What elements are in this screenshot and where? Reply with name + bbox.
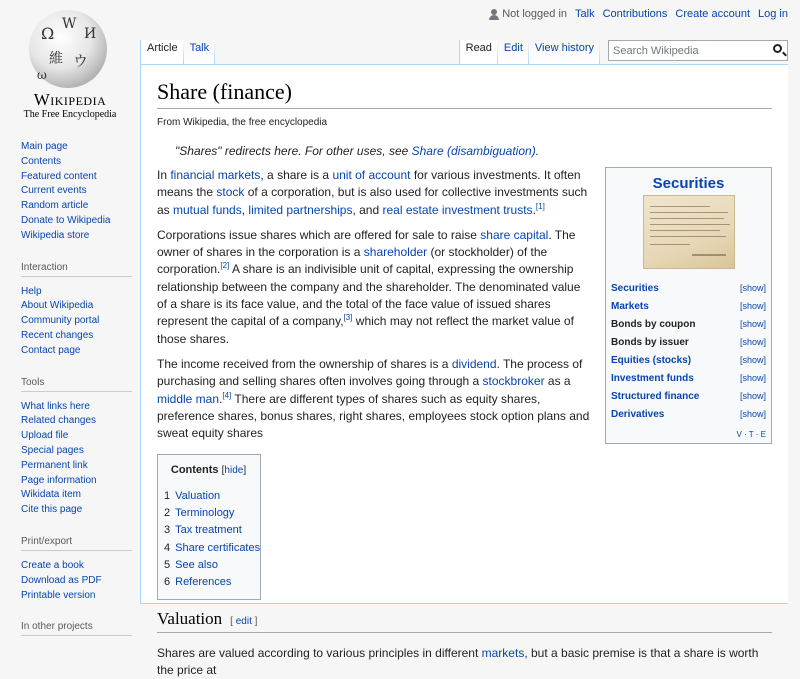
infobox-row-label[interactable]: Investment funds (611, 372, 694, 384)
infobox-row (609, 279, 768, 297)
sidebar-interaction-link[interactable]: Community portal (21, 315, 100, 327)
hatnote-link[interactable]: Share (disambiguation) (411, 144, 536, 158)
toc-number: 3 (164, 524, 171, 537)
tab-article[interactable] (141, 40, 184, 65)
infobox-show-toggle[interactable]: [show] (739, 319, 766, 329)
sidebar-print-item (21, 574, 140, 589)
toc-heading: Contents (170, 464, 219, 477)
sidebar-tools (0, 377, 140, 518)
sidebar-navigation (0, 140, 140, 244)
infobox-row (609, 405, 768, 423)
sidebar-interaction-item (21, 285, 140, 300)
sidebar-interaction-link[interactable]: Contact page (21, 344, 81, 356)
link-stockbroker[interactable]: stockbroker (482, 374, 545, 389)
tab-view-history-label: View history (534, 42, 594, 54)
toc-link[interactable]: References (175, 576, 232, 589)
edit-section-link[interactable]: edit (235, 615, 252, 627)
sidebar-interaction-item (21, 314, 140, 329)
sidebar-interaction (0, 262, 140, 359)
valuation-heading (157, 610, 772, 633)
tab-edit[interactable] (498, 40, 529, 65)
securities-infobox (605, 167, 772, 444)
link-stock[interactable]: stock (216, 185, 245, 200)
site-sub: From Wikipedia, the free encyclopedia (157, 117, 328, 128)
sidebar-tools-item (21, 503, 140, 518)
paragraph-4: Shares are valued according to various principles in different markets, but a basic premise is that a share is worth the price at (157, 645, 759, 678)
sidebar-interaction-item (21, 329, 140, 344)
sidebar-tools-link[interactable]: Upload file (21, 430, 69, 442)
toc-hide-toggle[interactable]: hide (224, 465, 244, 477)
sidebar-tools-link[interactable]: Related changes (21, 415, 97, 427)
ref-3[interactable]: [3] (343, 313, 353, 323)
link-middle-man[interactable]: middle man (157, 391, 220, 406)
infobox-row-label: Bonds by coupon (611, 318, 696, 330)
hatnote (157, 144, 772, 158)
tab-view-history[interactable] (529, 40, 600, 65)
toc-number: 2 (164, 507, 171, 520)
sidebar-tools-link[interactable]: Page information (21, 474, 97, 486)
sidebar-nav-link[interactable]: Random article (21, 200, 89, 212)
toc-item[interactable] (164, 488, 253, 505)
sidebar-tools-item (21, 459, 140, 474)
personal-tools (489, 8, 788, 20)
sidebar-nav-item (21, 155, 140, 170)
share-certificate-image[interactable] (643, 195, 735, 269)
paragraph-2: Corporations issue shares which are offered for sale to raise share capital. The owner of shares in the corporation is a shareholder (or stockholder) of the corporation.[2] A share is an indivisible unit of capital, expressing the ownership relationship between the company and the shareholder. The denominated value of a share is its face value, and the total of the face value of issued shares represent the capital of a company,[3] which may not reflect the market value of those shares. (157, 227, 581, 346)
table-of-contents (157, 454, 261, 599)
toc-number: 5 (164, 558, 171, 571)
sidebar-interaction-link[interactable]: About Wikipedia (21, 300, 94, 312)
toc-number: 6 (164, 576, 171, 589)
infobox-row-label: Bonds by issuer (611, 336, 689, 348)
infobox-show-cell (729, 297, 768, 315)
sidebar-interaction-link[interactable]: Help (21, 285, 42, 297)
not-logged-in (489, 8, 567, 20)
link-share-capital[interactable]: share capital (480, 227, 549, 242)
infobox-row-label[interactable]: Structured finance (611, 390, 700, 402)
sidebar-nav-link[interactable]: Contents (21, 155, 62, 167)
sidebar-nav-item (21, 199, 140, 214)
sidebar-print-item (21, 559, 140, 574)
sidebar-tools-link[interactable]: What links here (21, 400, 90, 412)
infobox-table (609, 279, 768, 423)
infobox-show-toggle[interactable]: [show] (739, 283, 766, 293)
hatnote-end: . (535, 144, 540, 158)
toc-item[interactable] (164, 540, 261, 557)
search-box (608, 40, 788, 61)
toc-link[interactable]: Tax treatment (175, 524, 242, 537)
sidebar-print-link[interactable]: Printable version (21, 589, 96, 601)
link-shareholder[interactable]: shareholder (363, 245, 428, 260)
infobox-show-cell (729, 351, 768, 369)
infobox-show-cell (729, 315, 768, 333)
toc-link[interactable]: Terminology (175, 507, 235, 520)
sidebar-nav-item (21, 229, 140, 244)
page-title: Share (finance) (157, 79, 772, 109)
infobox-row (609, 387, 768, 405)
ref-2[interactable]: [2] (220, 261, 230, 271)
infobox-show-cell (729, 333, 768, 351)
sidebar-nav-item (21, 184, 140, 199)
infobox-show-cell (729, 369, 768, 387)
ref-1[interactable]: [1] (535, 201, 545, 211)
sidebar-nav-item (21, 170, 140, 185)
paragraph-1: In financial markets, a share is a unit of account for various investments. It often means the stock of a corporation, but is also used for collective investments such as mutual funds, limited partnerships, and real estate investment trusts.[1] (157, 168, 588, 217)
sidebar-nav-item (21, 214, 140, 229)
vte-talk[interactable]: T (748, 430, 754, 439)
sidebar-tools-item (21, 444, 140, 459)
infobox-title[interactable]: Securities (652, 175, 725, 192)
infobox-row-label[interactable]: Markets (611, 300, 649, 312)
sidebar-tools-item (21, 474, 140, 489)
sidebar-tools-link[interactable]: Special pages (21, 444, 84, 456)
link-financial-markets[interactable]: financial markets (170, 168, 261, 182)
link-reit[interactable]: real estate investment trusts (382, 202, 533, 217)
sidebar-interaction-heading: Interaction (21, 262, 132, 277)
infobox-row (609, 351, 768, 369)
toc-item[interactable] (164, 574, 253, 591)
toc-number: 4 (164, 541, 171, 554)
toc-link[interactable]: See also (175, 558, 218, 571)
sidebar-nav-link[interactable]: Wikipedia store (21, 229, 90, 241)
tab-edit-label: Edit (503, 42, 523, 54)
sidebar-tools-link[interactable]: Permanent link (21, 459, 88, 471)
sidebar-interaction-item (21, 299, 140, 314)
link-unit-of-account[interactable]: unit of account (332, 168, 411, 182)
infobox-show-toggle[interactable]: [show] (739, 301, 766, 311)
create-account-link[interactable]: Create account (675, 8, 751, 20)
link-limited-partnerships[interactable]: limited partnerships (248, 202, 353, 217)
sidebar-interaction-link[interactable]: Recent changes (21, 329, 94, 341)
toc-number: 1 (164, 489, 171, 502)
sidebar-other-projects (0, 621, 140, 636)
infobox-show-toggle[interactable]: [show] (739, 373, 766, 383)
link-dividend[interactable]: dividend (451, 356, 497, 371)
sidebar-other-heading: In other projects (21, 621, 132, 636)
sidebar-print-item (21, 589, 140, 604)
sidebar-tools-heading: Tools (21, 377, 132, 392)
search-icon[interactable] (773, 44, 782, 53)
infobox-row (609, 315, 768, 333)
log-in-link[interactable]: Log in (758, 8, 788, 20)
view-tabs (459, 40, 788, 65)
personal-talk-link[interactable]: Talk (575, 8, 595, 20)
link-mutual-funds[interactable]: mutual funds (173, 202, 242, 217)
tagline: The Free Encyclopedia (23, 109, 117, 120)
namespace-tabs (140, 40, 215, 65)
sidebar-print (0, 536, 140, 603)
sidebar-tools-item (21, 400, 140, 415)
infobox-show-cell (729, 387, 768, 405)
infobox-row (609, 297, 768, 315)
sidebar-nav-item (21, 140, 140, 155)
toc-link[interactable]: Share certificates (175, 541, 261, 554)
infobox-show-toggle[interactable]: [show] (739, 409, 766, 419)
sidebar-tools-item (21, 488, 140, 503)
sidebar-nav-link[interactable]: Featured content (21, 170, 97, 182)
not-logged-in-label: Not logged in (502, 8, 568, 20)
infobox-show-cell (729, 405, 768, 423)
edit-section: [ edit ] (230, 615, 258, 627)
toc-link[interactable]: Valuation (175, 489, 221, 502)
tab-talk[interactable] (184, 40, 216, 65)
sidebar-tools-item (21, 414, 140, 429)
sidebar-print-link[interactable]: Create a book (21, 559, 84, 571)
main-content (140, 64, 788, 678)
hatnote-text: "Shares" redirects here. For other uses, see (175, 144, 412, 158)
sidebar-print-heading: Print/export (21, 536, 132, 551)
sidebar-nav-link[interactable]: Main page (21, 141, 68, 152)
wikipedia-logo[interactable] (0, 0, 140, 125)
tab-read[interactable] (460, 40, 498, 65)
sidebar-interaction-item (21, 344, 140, 359)
sidebar-tools-link[interactable]: Wikidata item (21, 489, 82, 501)
contributions-link[interactable]: Contributions (602, 8, 668, 20)
infobox-show-toggle[interactable]: [show] (739, 337, 766, 347)
sidebar-tools-link[interactable]: Cite this page (21, 504, 83, 516)
ref-4[interactable]: [4] (222, 390, 232, 400)
toc-item[interactable] (164, 522, 253, 539)
navbox-vte: V · T · E (736, 430, 766, 439)
sidebar-nav-link[interactable]: Donate to Wikipedia (21, 214, 111, 226)
puzzle-globe-icon: Ω W И 維 ウ ω (29, 10, 107, 88)
tab-talk-label: Talk (189, 42, 210, 54)
valuation-heading-text: Valuation (157, 608, 223, 628)
tab-article-label: Article (147, 42, 178, 54)
infobox-row (609, 333, 768, 351)
sidebar (0, 140, 140, 654)
link-markets[interactable]: markets (481, 645, 525, 660)
user-icon (489, 9, 499, 20)
infobox-row-label[interactable]: Derivatives (611, 408, 665, 420)
sidebar-print-link[interactable]: Download as PDF (21, 574, 102, 586)
toc-item[interactable] (164, 505, 253, 522)
tab-read-label: Read (465, 42, 492, 54)
toc-title: Contents [hide] (170, 464, 247, 477)
wordmark: Wikipedia (33, 90, 107, 109)
search-input[interactable] (609, 41, 764, 60)
toc-item[interactable] (164, 557, 253, 574)
infobox-show-toggle[interactable]: [show] (739, 355, 766, 365)
vte-view[interactable]: V (736, 430, 742, 439)
infobox-show-cell (729, 279, 768, 297)
sidebar-tools-item (21, 429, 140, 444)
vte-edit[interactable]: E (760, 430, 766, 439)
infobox-row-label[interactable]: Equities (stocks) (611, 354, 692, 366)
sidebar-nav-link[interactable]: Current events (21, 185, 87, 197)
infobox-row-label[interactable]: Securities (611, 282, 659, 294)
infobox-show-toggle[interactable]: [show] (739, 391, 766, 401)
paragraph-3: The income received from the ownership of shares is a dividend. The process of purchasing and selling shares often involves going through a stockbroker as a middle man.[4] There are different types of shares such as equity shares, preference shares, bonus shares, right shares, employees stock option plans and sweat equity shares (157, 356, 590, 441)
infobox-row (609, 369, 768, 387)
